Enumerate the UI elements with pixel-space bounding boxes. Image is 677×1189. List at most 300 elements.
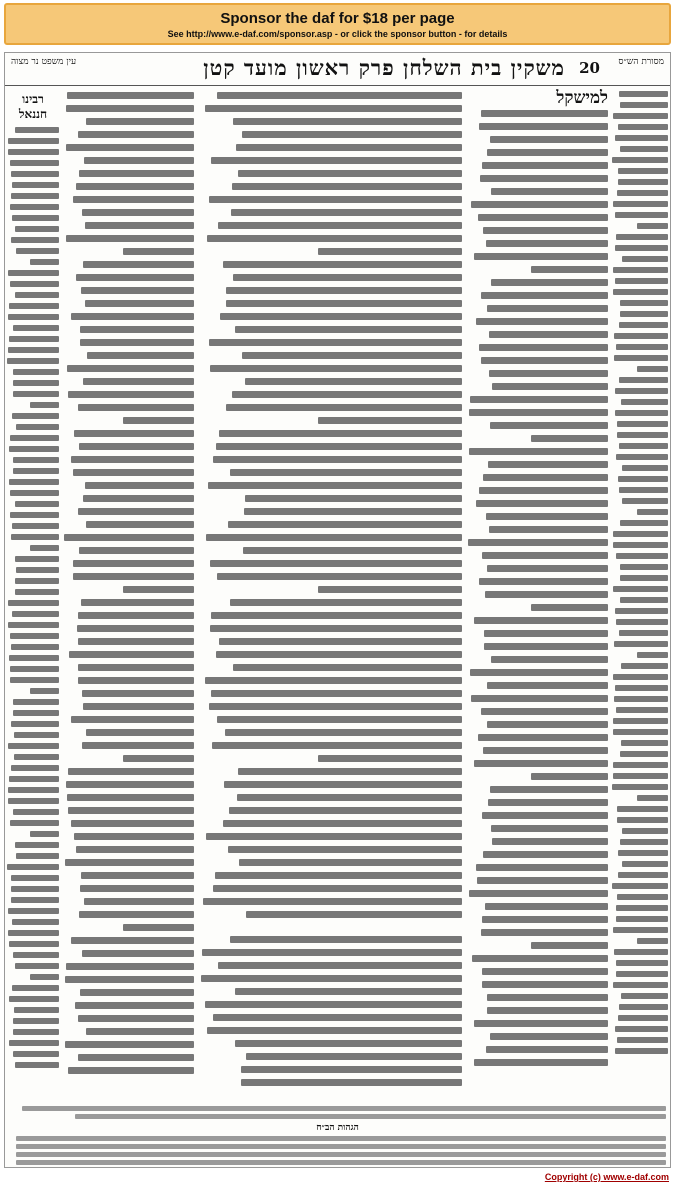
text-line-bar: [482, 968, 608, 975]
text-line-bar: [235, 1040, 462, 1047]
text-line-bar: [615, 685, 668, 691]
text-line-bar: [476, 318, 608, 325]
text-line: [64, 336, 194, 348]
text-line-bar: [217, 716, 462, 723]
copyright-link[interactable]: Copyright (c) www.e-daf.com: [544, 1172, 669, 1182]
text-line: [7, 554, 59, 564]
text-line-bar: [9, 776, 59, 782]
text-line-bar: [616, 916, 668, 922]
text-line-bar: [474, 253, 608, 260]
text-line-bar: [472, 955, 608, 962]
text-line-bar: [223, 820, 462, 827]
text-line-bar: [66, 235, 194, 242]
text-line: [468, 549, 608, 561]
text-line: [612, 419, 668, 429]
text-line-bar: [13, 699, 59, 705]
text-line: [612, 859, 668, 869]
text-line-bar: [30, 974, 59, 980]
text-line-bar: [318, 417, 462, 424]
text-line-bar: [11, 765, 59, 771]
text-line: [612, 573, 668, 583]
text-line: [468, 783, 608, 795]
text-line-bar: [619, 322, 668, 328]
text-line: [612, 727, 668, 737]
text-line-bar: [619, 487, 668, 493]
text-line-bar: [239, 859, 462, 866]
text-line: [612, 265, 668, 275]
text-line: [200, 882, 462, 894]
text-line: [64, 596, 194, 608]
text-line-bar: [16, 853, 59, 859]
text-line-bar: [12, 215, 59, 221]
text-line: [7, 345, 59, 355]
text-line-bar: [30, 545, 59, 551]
text-line: [64, 557, 194, 569]
text-line: [612, 507, 668, 517]
text-line: [64, 349, 194, 361]
text-line: [612, 89, 668, 99]
text-line-bar: [230, 469, 462, 476]
sponsor-title[interactable]: Sponsor the daf for $18 per page: [220, 10, 455, 27]
text-line-bar: [78, 508, 194, 515]
text-line: [7, 543, 59, 553]
text-line: [612, 826, 668, 836]
text-line-bar: [487, 721, 608, 728]
text-line-bar: [613, 773, 668, 779]
text-line-bar: [220, 313, 462, 320]
text-line: [64, 739, 194, 751]
text-line: [64, 297, 194, 309]
text-line-bar: [205, 1001, 462, 1008]
text-line: [468, 965, 608, 977]
text-line: [612, 309, 668, 319]
text-line-bar: [12, 182, 59, 188]
text-line: [468, 848, 608, 860]
text-line-bar: [491, 825, 608, 832]
text-line-bar: [79, 170, 194, 177]
text-line-bar: [15, 963, 59, 969]
text-line-bar: [205, 677, 462, 684]
text-line-bar: [206, 534, 462, 541]
text-line: [468, 172, 608, 184]
text-line: [7, 818, 59, 828]
text-line-bar: [620, 146, 668, 152]
text-line-bar: [82, 950, 194, 957]
text-line: [468, 250, 608, 262]
text-line: [7, 169, 59, 179]
text-line: [7, 136, 59, 146]
text-line: [468, 146, 608, 158]
text-line-bar: [30, 688, 59, 694]
text-line-bar: [233, 274, 462, 281]
text-line: [7, 664, 59, 674]
text-line: [612, 683, 668, 693]
text-line-bar: [218, 222, 462, 229]
text-line-bar: [617, 421, 668, 427]
text-line: [7, 477, 59, 487]
text-line-bar: [10, 512, 59, 518]
text-line-bar: [236, 144, 462, 151]
text-line: [64, 960, 194, 972]
text-line: [7, 455, 59, 465]
text-line-bar: [8, 347, 59, 353]
text-line-bar: [618, 179, 668, 185]
text-line-bar: [123, 924, 195, 931]
text-line-bar: [87, 352, 194, 359]
text-line-bar: [531, 942, 608, 949]
text-line: [468, 107, 608, 119]
text-line-bar: [483, 851, 608, 858]
text-line: [612, 199, 668, 209]
text-line: [7, 950, 59, 960]
text-line: [200, 557, 462, 569]
rabbeinu-chananel-heading: רבינו חננאל: [18, 92, 48, 121]
text-line: [612, 628, 668, 638]
text-line-bar: [621, 399, 668, 405]
text-line-bar: [482, 552, 608, 559]
text-line-bar: [68, 768, 194, 775]
text-line-bar: [238, 768, 463, 775]
rashi-column: [468, 89, 608, 1089]
text-line-bar: [123, 755, 195, 762]
text-line-bar: [235, 988, 462, 995]
text-line-bar: [620, 597, 668, 603]
text-line: [7, 631, 59, 641]
text-line: [7, 829, 59, 839]
text-line: [468, 1030, 608, 1042]
text-line-bar: [487, 149, 608, 156]
text-line-bar: [16, 424, 59, 430]
text-line-bar: [486, 1046, 608, 1053]
text-line: [468, 302, 608, 314]
text-line-bar: [613, 729, 669, 735]
text-line: [612, 287, 668, 297]
text-line: [7, 961, 59, 971]
text-line-bar: [80, 885, 194, 892]
text-line: [7, 972, 59, 982]
text-line-bar: [78, 677, 194, 684]
text-line: [64, 89, 194, 101]
text-line-bar: [487, 994, 608, 1001]
text-line-bar: [470, 669, 608, 676]
text-line-bar: [78, 1054, 194, 1061]
text-line: [64, 167, 194, 179]
text-line: [64, 518, 194, 530]
text-line: [200, 492, 462, 504]
text-line: [64, 1012, 194, 1024]
text-line: [7, 752, 59, 762]
text-line-bar: [80, 326, 194, 333]
text-line-bar: [11, 534, 59, 540]
text-line: [64, 180, 194, 192]
text-line-bar: [468, 539, 608, 546]
text-line-bar: [219, 430, 462, 437]
text-line: [64, 869, 194, 881]
text-line-bar: [490, 1033, 608, 1040]
text-line-bar: [226, 300, 462, 307]
text-line-bar: [616, 553, 668, 559]
text-line: [468, 731, 608, 743]
text-line-bar: [637, 223, 668, 229]
text-line-bar: [245, 495, 462, 502]
text-line: [7, 708, 59, 718]
lower-commentary: [200, 933, 462, 1093]
text-line: [612, 1035, 668, 1045]
text-line-bar: [614, 333, 668, 339]
gemara-lines: [200, 89, 462, 920]
text-line: [468, 692, 608, 704]
text-line-bar: [474, 617, 608, 624]
text-line: [200, 648, 462, 660]
text-line-bar: [11, 193, 59, 199]
text-line: [200, 946, 462, 958]
text-line: [468, 640, 608, 652]
text-line-bar: [637, 366, 668, 372]
text-line: [200, 895, 462, 907]
text-line: [468, 627, 608, 639]
text-line: [612, 947, 668, 957]
text-line: [468, 861, 608, 873]
text-line: [468, 185, 608, 197]
text-line-bar: [637, 795, 668, 801]
text-line: [612, 342, 668, 352]
text-line: [64, 154, 194, 166]
text-line-bar: [15, 842, 59, 848]
text-line-bar: [485, 591, 608, 598]
text-line-bar: [201, 975, 462, 982]
text-line-bar: [230, 936, 462, 943]
text-line: [468, 809, 608, 821]
text-line: [64, 570, 194, 582]
text-line: [7, 400, 59, 410]
text-line: [468, 588, 608, 600]
text-line-bar: [483, 227, 608, 234]
text-line-bar: [615, 608, 668, 614]
text-line-bar: [13, 1018, 59, 1024]
text-line-bar: [491, 279, 608, 286]
text-line: [7, 873, 59, 883]
text-line: [612, 749, 668, 759]
text-line: [468, 705, 608, 717]
text-line-bar: [471, 201, 608, 208]
text-line: [7, 356, 59, 366]
text-line: [7, 1016, 59, 1026]
text-line-bar: [613, 718, 668, 724]
text-line: [200, 349, 462, 361]
text-line-bar: [242, 352, 462, 359]
text-line-bar: [206, 833, 463, 840]
text-line: [200, 765, 462, 777]
text-line: [612, 1024, 668, 1034]
text-line: [612, 980, 668, 990]
text-line: [64, 362, 194, 374]
text-line: [612, 914, 668, 924]
text-line: [200, 310, 462, 322]
text-line: [64, 674, 194, 686]
text-line-bar: [13, 380, 59, 386]
text-line-bar: [618, 1015, 668, 1021]
text-line-bar: [619, 91, 668, 97]
text-line-bar: [245, 378, 462, 385]
text-line: [200, 479, 462, 491]
text-line-bar: [242, 131, 462, 138]
text-line-bar: [11, 237, 59, 243]
page-number: 20: [579, 59, 600, 77]
text-line-bar: [612, 784, 668, 790]
text-line: [7, 378, 59, 388]
text-line-bar: [225, 729, 462, 736]
text-line: [612, 353, 668, 363]
text-line-bar: [620, 575, 668, 581]
text-line: [64, 830, 194, 842]
text-line-bar: [13, 391, 59, 397]
text-line-bar: [78, 1015, 194, 1022]
text-line: [468, 887, 608, 899]
text-line-bar: [619, 1004, 668, 1010]
sponsor-banner[interactable]: [4, 3, 671, 45]
talmud-page: [4, 52, 671, 1168]
text-line: [64, 258, 194, 270]
text-line: [468, 939, 608, 951]
text-line: [612, 430, 668, 440]
text-line: [7, 763, 59, 773]
text-line-bar: [622, 861, 668, 867]
text-line: [7, 499, 59, 509]
text-line-bar: [243, 547, 462, 554]
text-line: [200, 583, 462, 595]
text-line-bar: [241, 1079, 462, 1086]
text-line: [64, 232, 194, 244]
text-line: [7, 928, 59, 938]
text-line-bar: [73, 469, 194, 476]
text-line-bar: [477, 877, 608, 884]
text-line-bar: [15, 292, 59, 298]
text-line: [612, 705, 668, 715]
text-line-bar: [209, 196, 462, 203]
text-line-bar: [224, 781, 462, 788]
text-line-bar: [490, 136, 608, 143]
text-line: [612, 276, 668, 286]
text-line-bar: [83, 495, 194, 502]
text-line-bar: [8, 314, 59, 320]
text-line: [64, 791, 194, 803]
text-line-bar: [83, 703, 194, 710]
text-line-bar: [12, 985, 59, 991]
text-line-bar: [85, 300, 194, 307]
text-line-bar: [613, 113, 668, 119]
text-line-bar: [213, 1014, 462, 1021]
text-line: [64, 505, 194, 517]
text-line: [612, 1013, 668, 1023]
text-line: [7, 906, 59, 916]
text-line-bar: [68, 1067, 194, 1074]
text-line: [200, 141, 462, 153]
text-line: [200, 401, 462, 413]
text-line: [200, 908, 462, 920]
text-line: [64, 583, 194, 595]
text-line-bar: [86, 521, 194, 528]
text-line: [64, 1038, 194, 1050]
text-line: [200, 154, 462, 166]
rashi-lines: [468, 107, 608, 1068]
text-line-bar: [615, 1026, 668, 1032]
text-line: [612, 529, 668, 539]
text-line-bar: [13, 952, 59, 958]
text-line-bar: [616, 971, 668, 977]
text-line-bar: [9, 1040, 59, 1046]
text-line: [7, 1060, 59, 1070]
text-line: [200, 440, 462, 452]
text-line-bar: [481, 357, 608, 364]
text-line: [612, 584, 668, 594]
text-line-bar: [217, 92, 462, 99]
text-line-bar: [476, 864, 608, 871]
text-line: [468, 601, 608, 613]
text-line: [468, 497, 608, 509]
text-line-bar: [228, 846, 462, 853]
text-line: [468, 1056, 608, 1068]
text-line-bar: [123, 586, 195, 593]
text-line-bar: [617, 806, 668, 812]
text-line: [468, 952, 608, 964]
text-line: [200, 609, 462, 621]
text-line-bar: [9, 996, 59, 1002]
text-line: [7, 807, 59, 817]
text-line-bar: [492, 383, 608, 390]
text-line: [7, 466, 59, 476]
text-line-bar: [531, 773, 608, 780]
text-line-bar: [487, 1007, 608, 1014]
text-line-bar: [488, 461, 608, 468]
text-line: [7, 532, 59, 542]
text-line: [64, 752, 194, 764]
text-line: [64, 388, 194, 400]
text-line-bar: [531, 604, 608, 611]
text-line-bar: [474, 1059, 608, 1066]
text-line-bar: [8, 930, 59, 936]
text-line-bar: [622, 256, 668, 262]
text-line-bar: [71, 820, 194, 827]
text-line: [7, 1027, 59, 1037]
text-line-bar: [8, 798, 59, 804]
text-line: [468, 536, 608, 548]
text-line-bar: [13, 468, 59, 474]
text-line: [64, 284, 194, 296]
text-line: [468, 822, 608, 834]
text-line-bar: [613, 927, 668, 933]
text-line: [7, 851, 59, 861]
text-line: [468, 419, 608, 431]
text-line: [612, 463, 668, 473]
text-line-bar: [637, 509, 668, 515]
text-line: [468, 341, 608, 353]
text-line: [7, 367, 59, 377]
text-line: [612, 969, 668, 979]
text-line: [468, 406, 608, 418]
text-line: [200, 102, 462, 114]
text-line: [7, 1038, 59, 1048]
text-line-bar: [488, 799, 608, 806]
text-line-bar: [479, 578, 608, 585]
text-line: [7, 202, 59, 212]
text-line: [64, 882, 194, 894]
text-line: [612, 837, 668, 847]
text-line-bar: [618, 872, 668, 878]
text-line-bar: [318, 586, 462, 593]
text-line: [64, 947, 194, 959]
text-line: [64, 492, 194, 504]
text-line-bar: [235, 326, 462, 333]
